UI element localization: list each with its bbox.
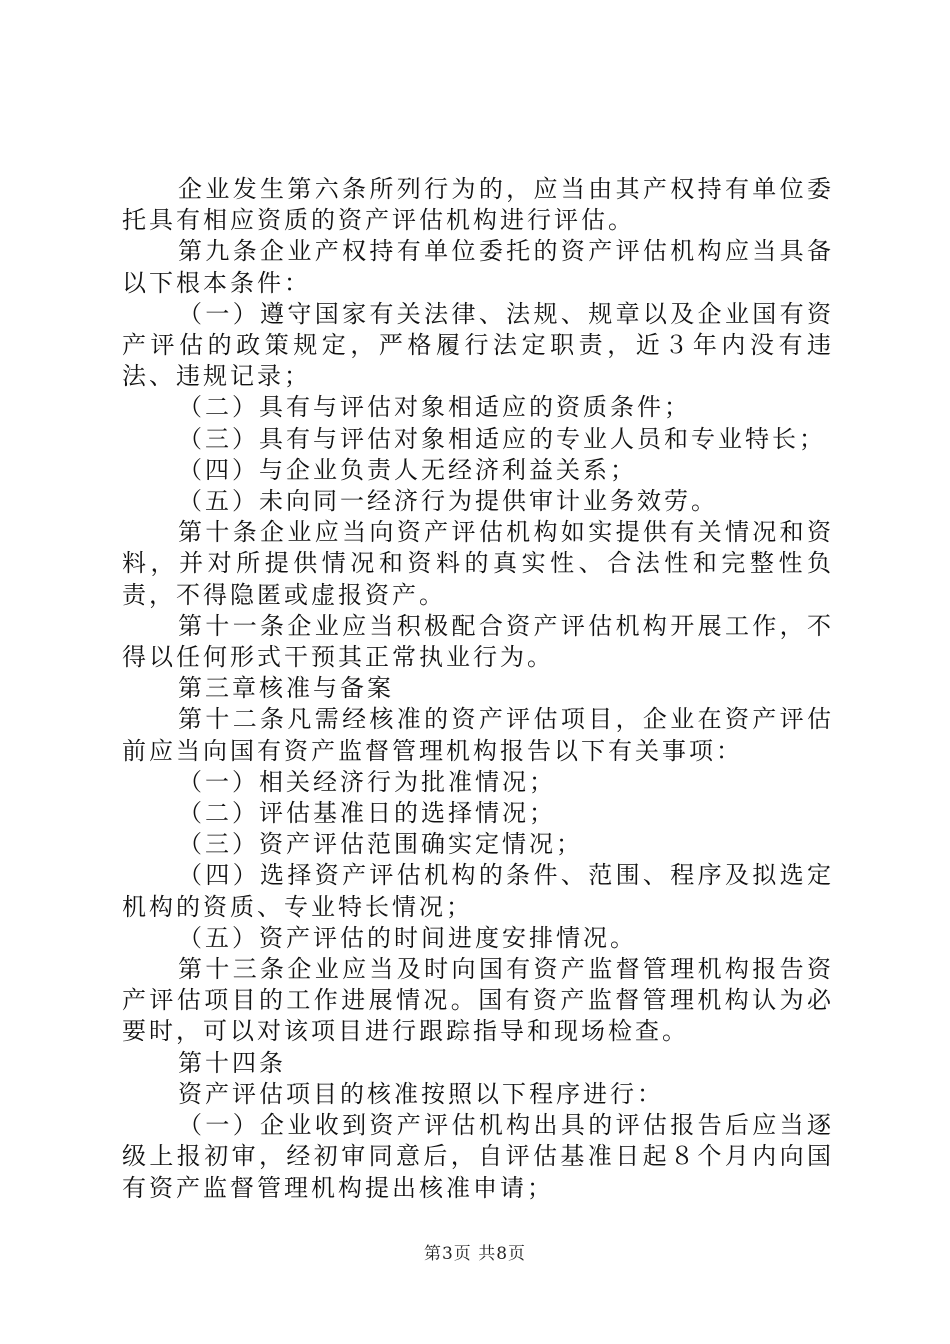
document-body [122, 174, 834, 1204]
paragraph: （二）具有与评估对象相适应的资质条件； [178, 393, 691, 422]
paragraph: （二）评估基准日的选择情况； [178, 799, 556, 828]
paragraph: 第十三条企业应当及时向国有资产监督管理机构报告资产评估项目的工作进展情况。国有资产监督管理机构认为必要时，可以对该项目进行跟踪指导和现场检查。 [122, 955, 834, 1046]
paragraph: 第十二条凡需经核准的资产评估项目，企业在资产评估前应当向国有资产监督管理机构报告以下有关事项： [122, 705, 834, 765]
paragraph: （一）相关经济行为批准情况； [178, 767, 556, 796]
paragraph: （三）资产评估范围确实定情况； [178, 830, 583, 859]
paragraph: 第九条企业产权持有单位委托的资产评估机构应当具备以下根本条件： [122, 237, 834, 297]
chapter-heading: 第三章核准与备案 [178, 674, 394, 703]
paragraph: 第十条企业应当向资产评估机构如实提供有关情况和资料，并对所提供情况和资料的真实性、合法性和完整性负责，不得隐匿或虚报资产。 [122, 518, 834, 609]
paragraph: （一）遵守国家有关法律、法规、规章以及企业国有资产评估的政策规定，严格履行法定职责，近３年内没有违法、违规记录； [122, 299, 834, 391]
paragraph: 企业发生第六条所列行为的，应当由其产权持有单位委托具有相应资质的资产评估机构进行评估。 [122, 175, 834, 235]
paragraph: （五）资产评估的时间进度安排情况。 [178, 923, 637, 952]
paragraph: 第十一条企业应当积极配合资产评估机构开展工作，不得以任何形式干预其正常执业行为。 [122, 611, 834, 672]
paragraph: （四）选择资产评估机构的条件、范围、程序及拟选定机构的资质、专业特长情况； [122, 861, 834, 921]
paragraph: 资产评估项目的核准按照以下程序进行： [178, 1079, 664, 1108]
paragraph: （五）未向同一经济行为提供审计业务效劳。 [178, 487, 718, 516]
paragraph: （四）与企业负责人无经济利益关系； [178, 455, 637, 484]
paragraph: （三）具有与评估对象相适应的专业人员和专业特长； [178, 424, 826, 453]
paragraph: （一）企业收到资产评估机构出具的评估报告后应当逐级上报初审，经初审同意后，自评估基准日起８个月内向国有资产监督管理机构提出核准申请； [122, 1111, 834, 1202]
article-heading: 第十四条 [178, 1048, 286, 1077]
page-number-footer: 第3页 共8页 [423, 1244, 527, 1264]
